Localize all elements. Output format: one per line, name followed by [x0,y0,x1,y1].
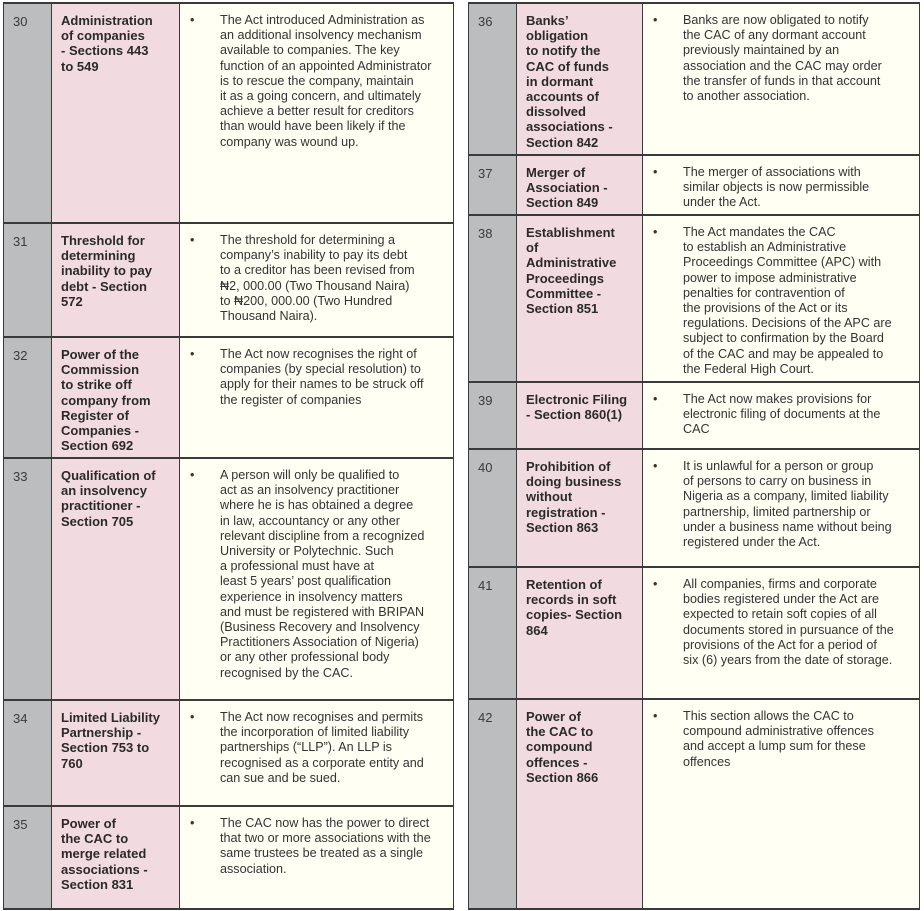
row-title [517,216,643,381]
row-title-text: Retention of records in soft copies- Section 864 [526,577,623,638]
row-description [180,701,453,805]
row-title [52,224,180,336]
row-description-text: The Act introduced Administration as an additional insolvency mechanism available to companies. The key function of an appointed Administrator is to rescue the company, maintain it as a going concern, and ultimately achieve a better result for creditors than would have been likely if the company was wound up. [220,13,432,149]
table-row [469,4,919,156]
table-row [469,700,919,910]
row-title [52,338,180,457]
row-number: 40 [469,450,517,566]
row-title [52,807,180,908]
row-number: 39 [469,383,517,448]
row-number: 35 [4,807,52,908]
bullet-icon: • [653,577,658,591]
left-table [3,2,454,910]
row-description-text: Banks are now obligated to notify the CAC of any dormant account previously maintained by an association and the CAC may order the transfer of funds in that account to another association. [683,13,882,104]
row-description [643,383,919,448]
bullet-icon: • [190,710,195,724]
row-title [517,156,643,214]
row-number: 32 [4,338,52,457]
right-table [468,2,920,910]
row-title [517,450,643,566]
table-row [4,459,453,701]
row-description-text: The CAC now has the power to direct that two or more associations with the same trustees be treated as a single association. [220,816,431,876]
row-title [517,383,643,448]
table-row [469,383,919,450]
row-description-text: The merger of associations with similar objects is now permissible under the Act. [683,165,870,210]
row-title [52,4,180,222]
row-description [643,568,919,698]
row-number: 33 [4,459,52,699]
row-description [180,4,453,222]
row-description-text: The Act now makes provisions for electronic filing of documents at the CAC [683,392,881,437]
table-row [4,4,453,224]
row-number: 30 [4,4,52,222]
bullet-icon: • [190,13,195,27]
row-description-text: A person will only be qualified to act as an insolvency practitioner where he is has obtained a degree in law, accountancy or any other relevant discipline from a recognized University or Polytechnic. Such a professional must have at least 5 years’ post qualification experience in insolvency matters and must be registered with BRIPAN (Business Recovery and Insolvency Practitioners Association of Nigeria) or any other professional body recognised by the CAC. [220,468,425,680]
bullet-icon: • [653,709,658,723]
bullet-icon: • [653,13,658,27]
row-title [52,701,180,805]
row-description-text: The Act mandates the CAC to establish an Administrative Proceedings Committee (APC) with power to impose administrative penalties for contravention of the provisions of the Act or its regulations. Decisions of the APC are subject to confirmation by the Board of the CAC and may be appealed to the Federal High Court. [683,225,892,376]
row-title-text: Merger of Association - Section 849 [526,165,608,211]
table-row [4,807,453,910]
row-title [517,568,643,698]
row-title [517,4,643,154]
row-description [643,216,919,381]
table-row [469,216,919,383]
row-number: 38 [469,216,517,381]
bullet-icon: • [653,459,658,473]
bullet-icon: • [653,225,658,239]
bullet-icon: • [653,165,658,179]
row-title-text: Power of the CAC to merge related associations - Section 831 [61,816,148,892]
row-title-text: Administration of companies - Sections 443 to 549 [61,13,153,74]
row-number: 31 [4,224,52,336]
bullet-icon: • [190,347,195,361]
row-title [517,700,643,908]
table-row [4,338,453,459]
bullet-icon: • [653,392,658,406]
row-title-text: Establishment of Administrative Proceedings Committee - Section 851 [526,225,617,317]
row-title [52,459,180,699]
bullet-icon: • [190,233,195,247]
row-title-text: Threshold for determining inability to pay debt - Section 572 [61,233,153,309]
bullet-icon: • [190,468,195,482]
row-title-text: Electronic Filing - Section 860(1) [526,392,628,423]
row-description [180,459,453,699]
row-description [180,224,453,336]
row-description-text: The threshold for determining a company’s inability to pay its debt to a creditor has been revised from ₦2, 000.00 (Two Thousand Naira) to ₦200, 000.00 (Two Hundred Thousand Naira). [220,233,415,324]
table-row [469,156,919,216]
row-number: 36 [469,4,517,154]
row-description-text: This section allows the CAC to compound administrative offences and accept a lump sum for these offences [683,709,874,769]
row-title-text: Power of the Commission to strike off company from Register of Companies - Section 692 [61,347,151,454]
bullet-icon: • [190,816,195,830]
row-description [180,807,453,908]
row-number: 41 [469,568,517,698]
row-title-text: Banks’ obligation to notify the CAC of funds in dormant accounts of dissolved associations - Section 842 [526,13,613,150]
row-title-text: Prohibition of doing business without registration - Section 863 [526,459,622,535]
row-number: 37 [469,156,517,214]
row-number: 42 [469,700,517,908]
row-description [180,338,453,457]
row-description-text: All companies, firms and corporate bodies registered under the Act are expected to retain soft copies of all documents stored in pursuance of the provisions of the Act for a period of six (6) years from the date of storage. [683,577,894,668]
table-row [469,568,919,700]
table-row [4,224,453,338]
row-description [643,4,919,154]
row-title-text: Power of the CAC to compound offences - Section 866 [526,709,599,785]
table-row [469,450,919,568]
row-title-text: Qualification of an insolvency practitioner - Section 705 [61,468,156,529]
row-description [643,700,919,908]
row-title-text: Limited Liability Partnership - Section 753 to 760 [61,710,160,771]
row-description-text: It is unlawful for a person or group of persons to carry on business in Nigeria as a company, limited liability partnership, limited partnership or under a business name without being registered under the Act. [683,459,892,550]
row-number: 34 [4,701,52,805]
row-description [643,450,919,566]
row-description-text: The Act now recognises the right of companies (by special resolution) to apply for their names to be struck off the register of companies [220,347,424,407]
table-row [4,701,453,807]
row-description-text: The Act now recognises and permits the incorporation of limited liability partnerships (“LLP”). An LLP is recognised as a corporate entity and can sue and be sued. [220,710,424,785]
row-description [643,156,919,214]
